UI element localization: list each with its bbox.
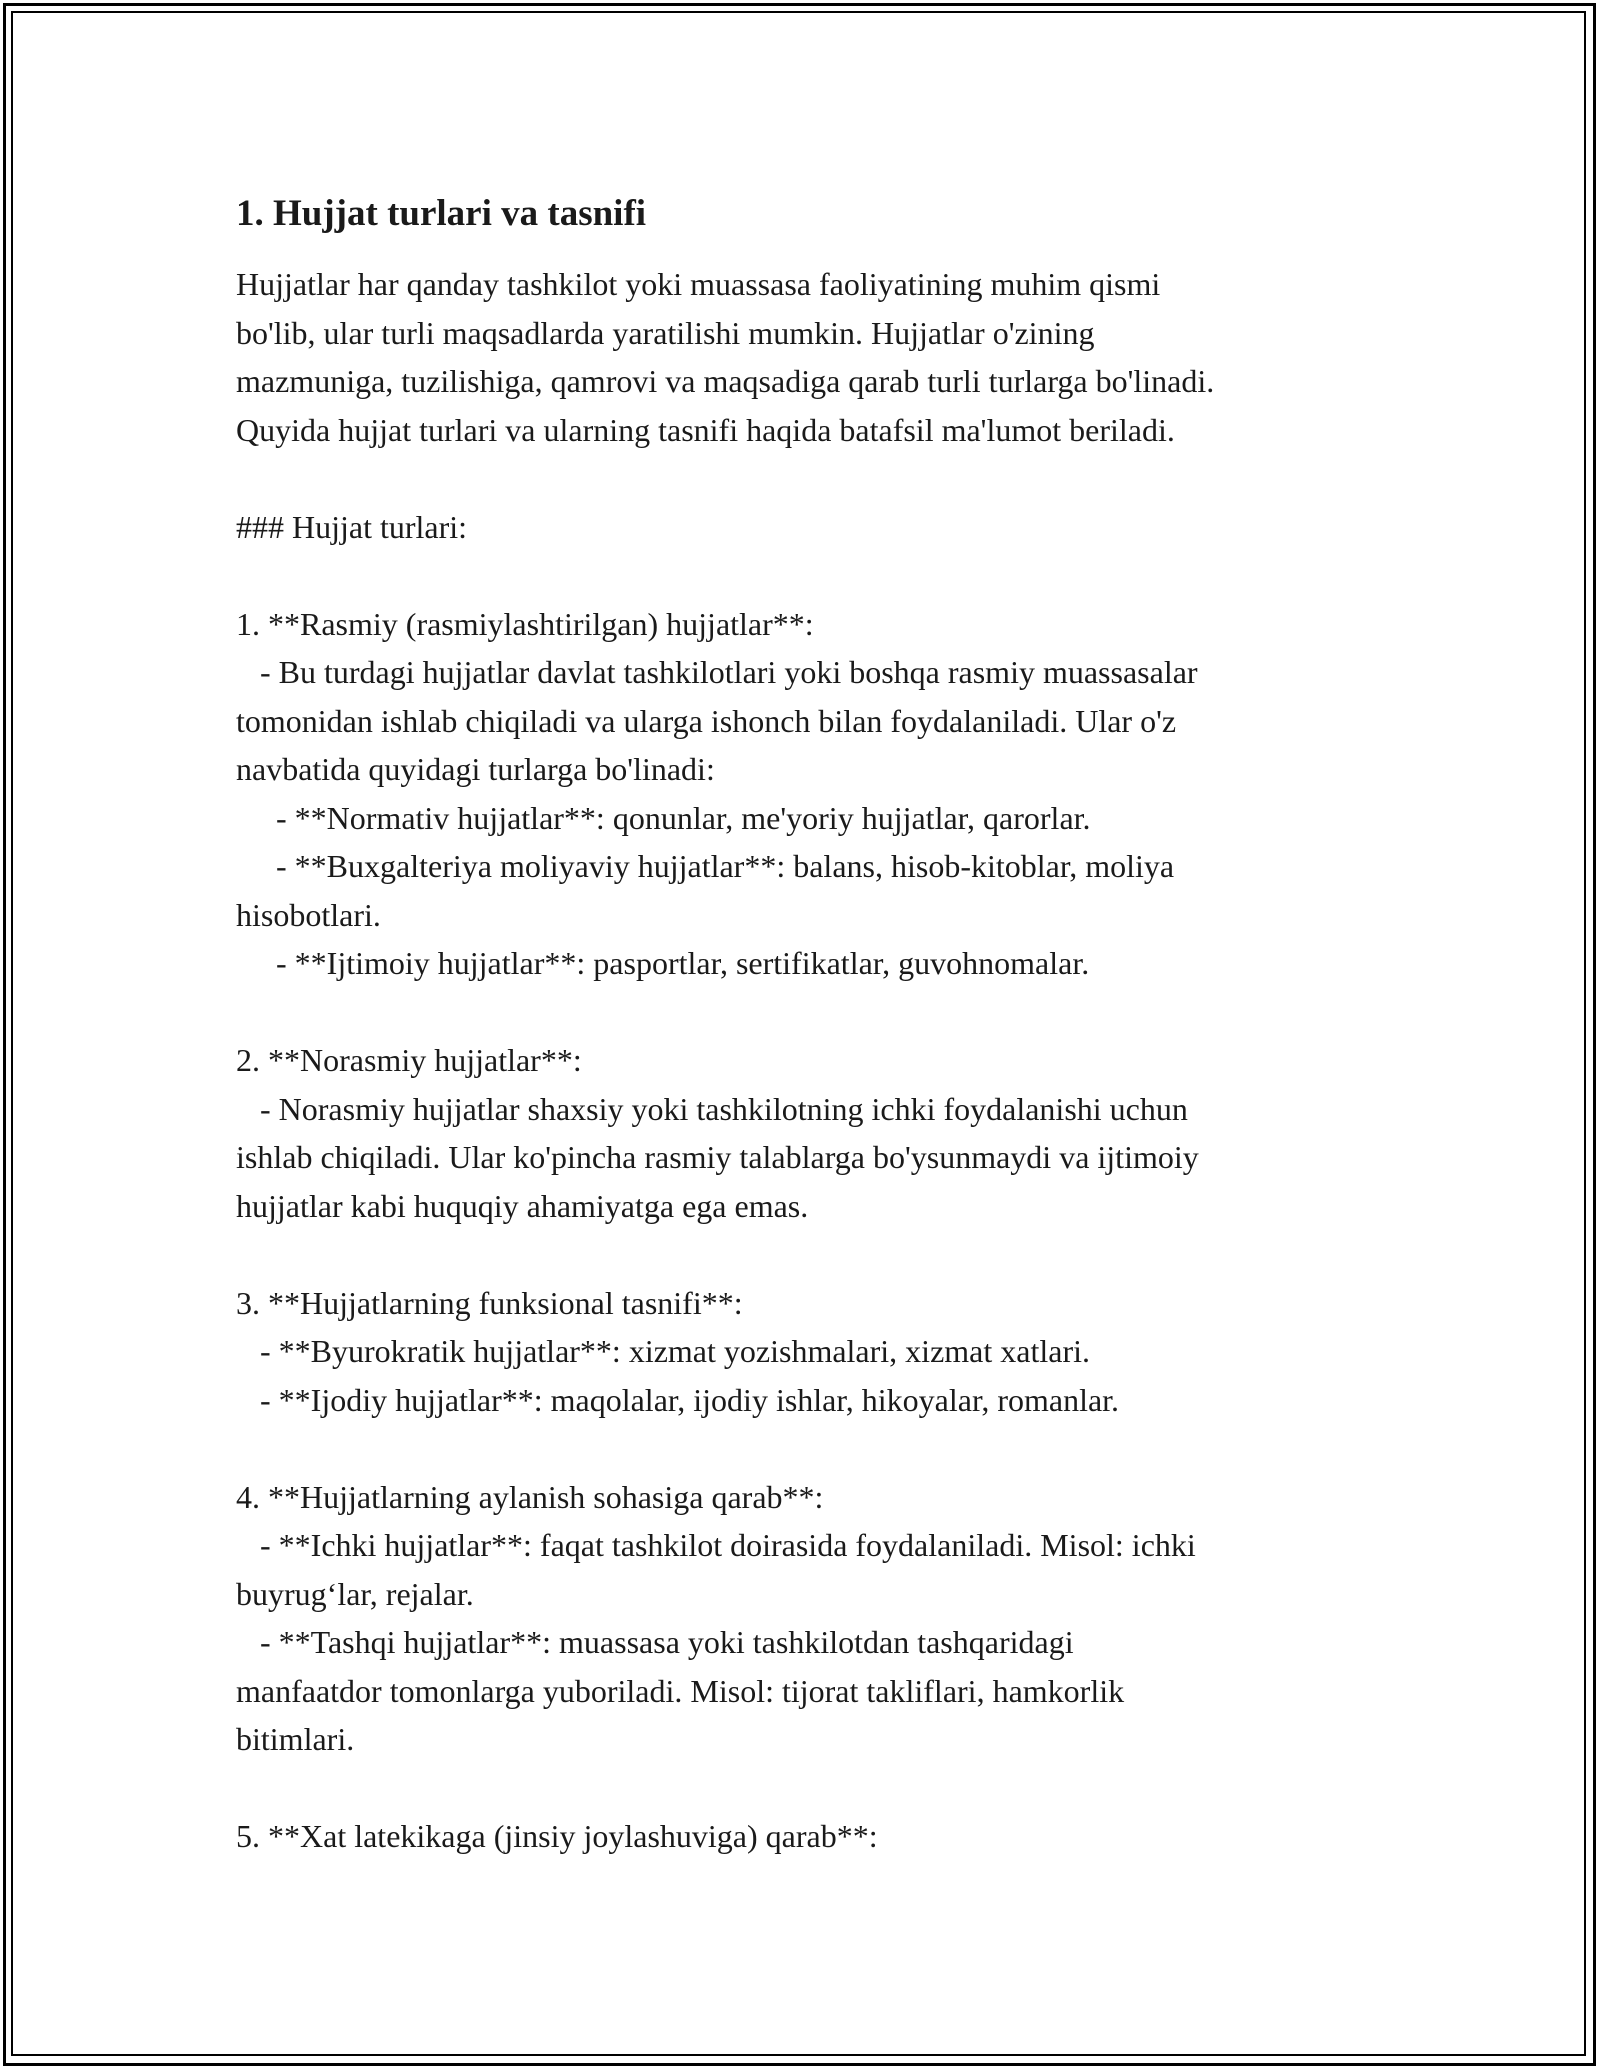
blank-line <box>236 454 1396 503</box>
text-line: - **Ijodiy hujjatlar**: maqolalar, ijodiy ishlar, hikoyalar, romanlar. <box>236 1381 1120 1418</box>
text-line: 5. **Xat latekikaga (jinsiy joylashuviga) qarab**: <box>236 1818 878 1854</box>
text-line: - **Byurokratik hujjatlar**: xizmat yozishmalari, xizmat xatlari. <box>236 1333 1090 1369</box>
text-line: 3. **Hujjatlarning funksional tasnifi**: <box>236 1284 743 1321</box>
blank-line <box>236 988 1396 1037</box>
document-text <box>236 260 1396 1861</box>
text-line: 1. **Rasmiy (rasmiylashtirilgan) hujjatlar**: <box>236 605 814 642</box>
text-line: - Norasmiy hujjatlar shaxsiy yoki tashkilotning ichki foydalanishi uchun <box>236 1090 1188 1127</box>
text-line: ### Hujjat turlari: <box>236 508 468 545</box>
text-line: - **Ichki hujjatlar**: faqat tashkilot doirasida foydalaniladi. Misol: ichki <box>236 1527 1196 1563</box>
text-line: - **Normativ hujjatlar**: qonunlar, me'yoriy hujjatlar, qarorlar. <box>236 799 1091 836</box>
text-line: bitimlari. <box>236 1721 355 1757</box>
text-line: navbatida quyidagi turlarga bo'linadi: <box>236 751 715 787</box>
text-line: hisobotlari. <box>236 896 381 933</box>
text-line: hujjatlar kabi huquqiy ahamiyatga ega emas. <box>236 1187 809 1224</box>
document-body <box>236 190 1396 1861</box>
text-line: - Bu turdagi hujjatlar davlat tashkilotlari yoki boshqa rasmiy muassasalar <box>236 654 1198 690</box>
text-line: ishlab chiqiladi. Ular ko'pincha rasmiy talablarga bo'ysunmaydi va ijtimoiy <box>236 1139 1199 1175</box>
text-line: Quyida hujjat turlari va ularning tasnifi haqida batafsil ma'lumot beriladi. <box>236 411 1175 448</box>
text-line: - **Buxgalteriya moliyaviy hujjatlar**: balans, hisob-kitoblar, moliya <box>236 848 1175 884</box>
text-line: - **Tashqi hujjatlar**: muassasa yoki tashkilotdan tashqaridagi <box>236 1624 1074 1660</box>
text-line: manfaatdor tomonlarga yuboriladi. Misol: tijorat takliflari, hamkorlik <box>236 1672 1125 1709</box>
text-line: Hujjatlar har qanday tashkilot yoki muassasa faoliyatining muhim qismi <box>236 266 1161 302</box>
text-line: 4. **Hujjatlarning aylanish sohasiga qarab**: <box>236 1478 824 1515</box>
text-line: buyrug‘lar, rejalar. <box>236 1575 474 1612</box>
blank-line <box>236 1230 1396 1279</box>
text-line: bo'lib, ular turli maqsadlarda yaratilishi mumkin. Hujjatlar o'zining <box>236 314 1095 351</box>
blank-line <box>236 1764 1396 1813</box>
text-line: 2. **Norasmiy hujjatlar**: <box>236 1042 582 1078</box>
blank-line <box>236 551 1396 600</box>
text-line: mazmuniga, tuzilishiga, qamrovi va maqsadiga qarab turli turlarga bo'linadi. <box>236 363 1215 399</box>
document-title: 1. Hujjat turlari va tasnifi <box>236 193 647 234</box>
text-line: tomonidan ishlab chiqiladi va ularga ishonch bilan foydalaniladi. Ular o'z <box>236 702 1177 739</box>
blank-line <box>236 1424 1396 1473</box>
text-line: - **Ijtimoiy hujjatlar**: pasportlar, sertifikatlar, guvohnomalar. <box>236 945 1090 981</box>
